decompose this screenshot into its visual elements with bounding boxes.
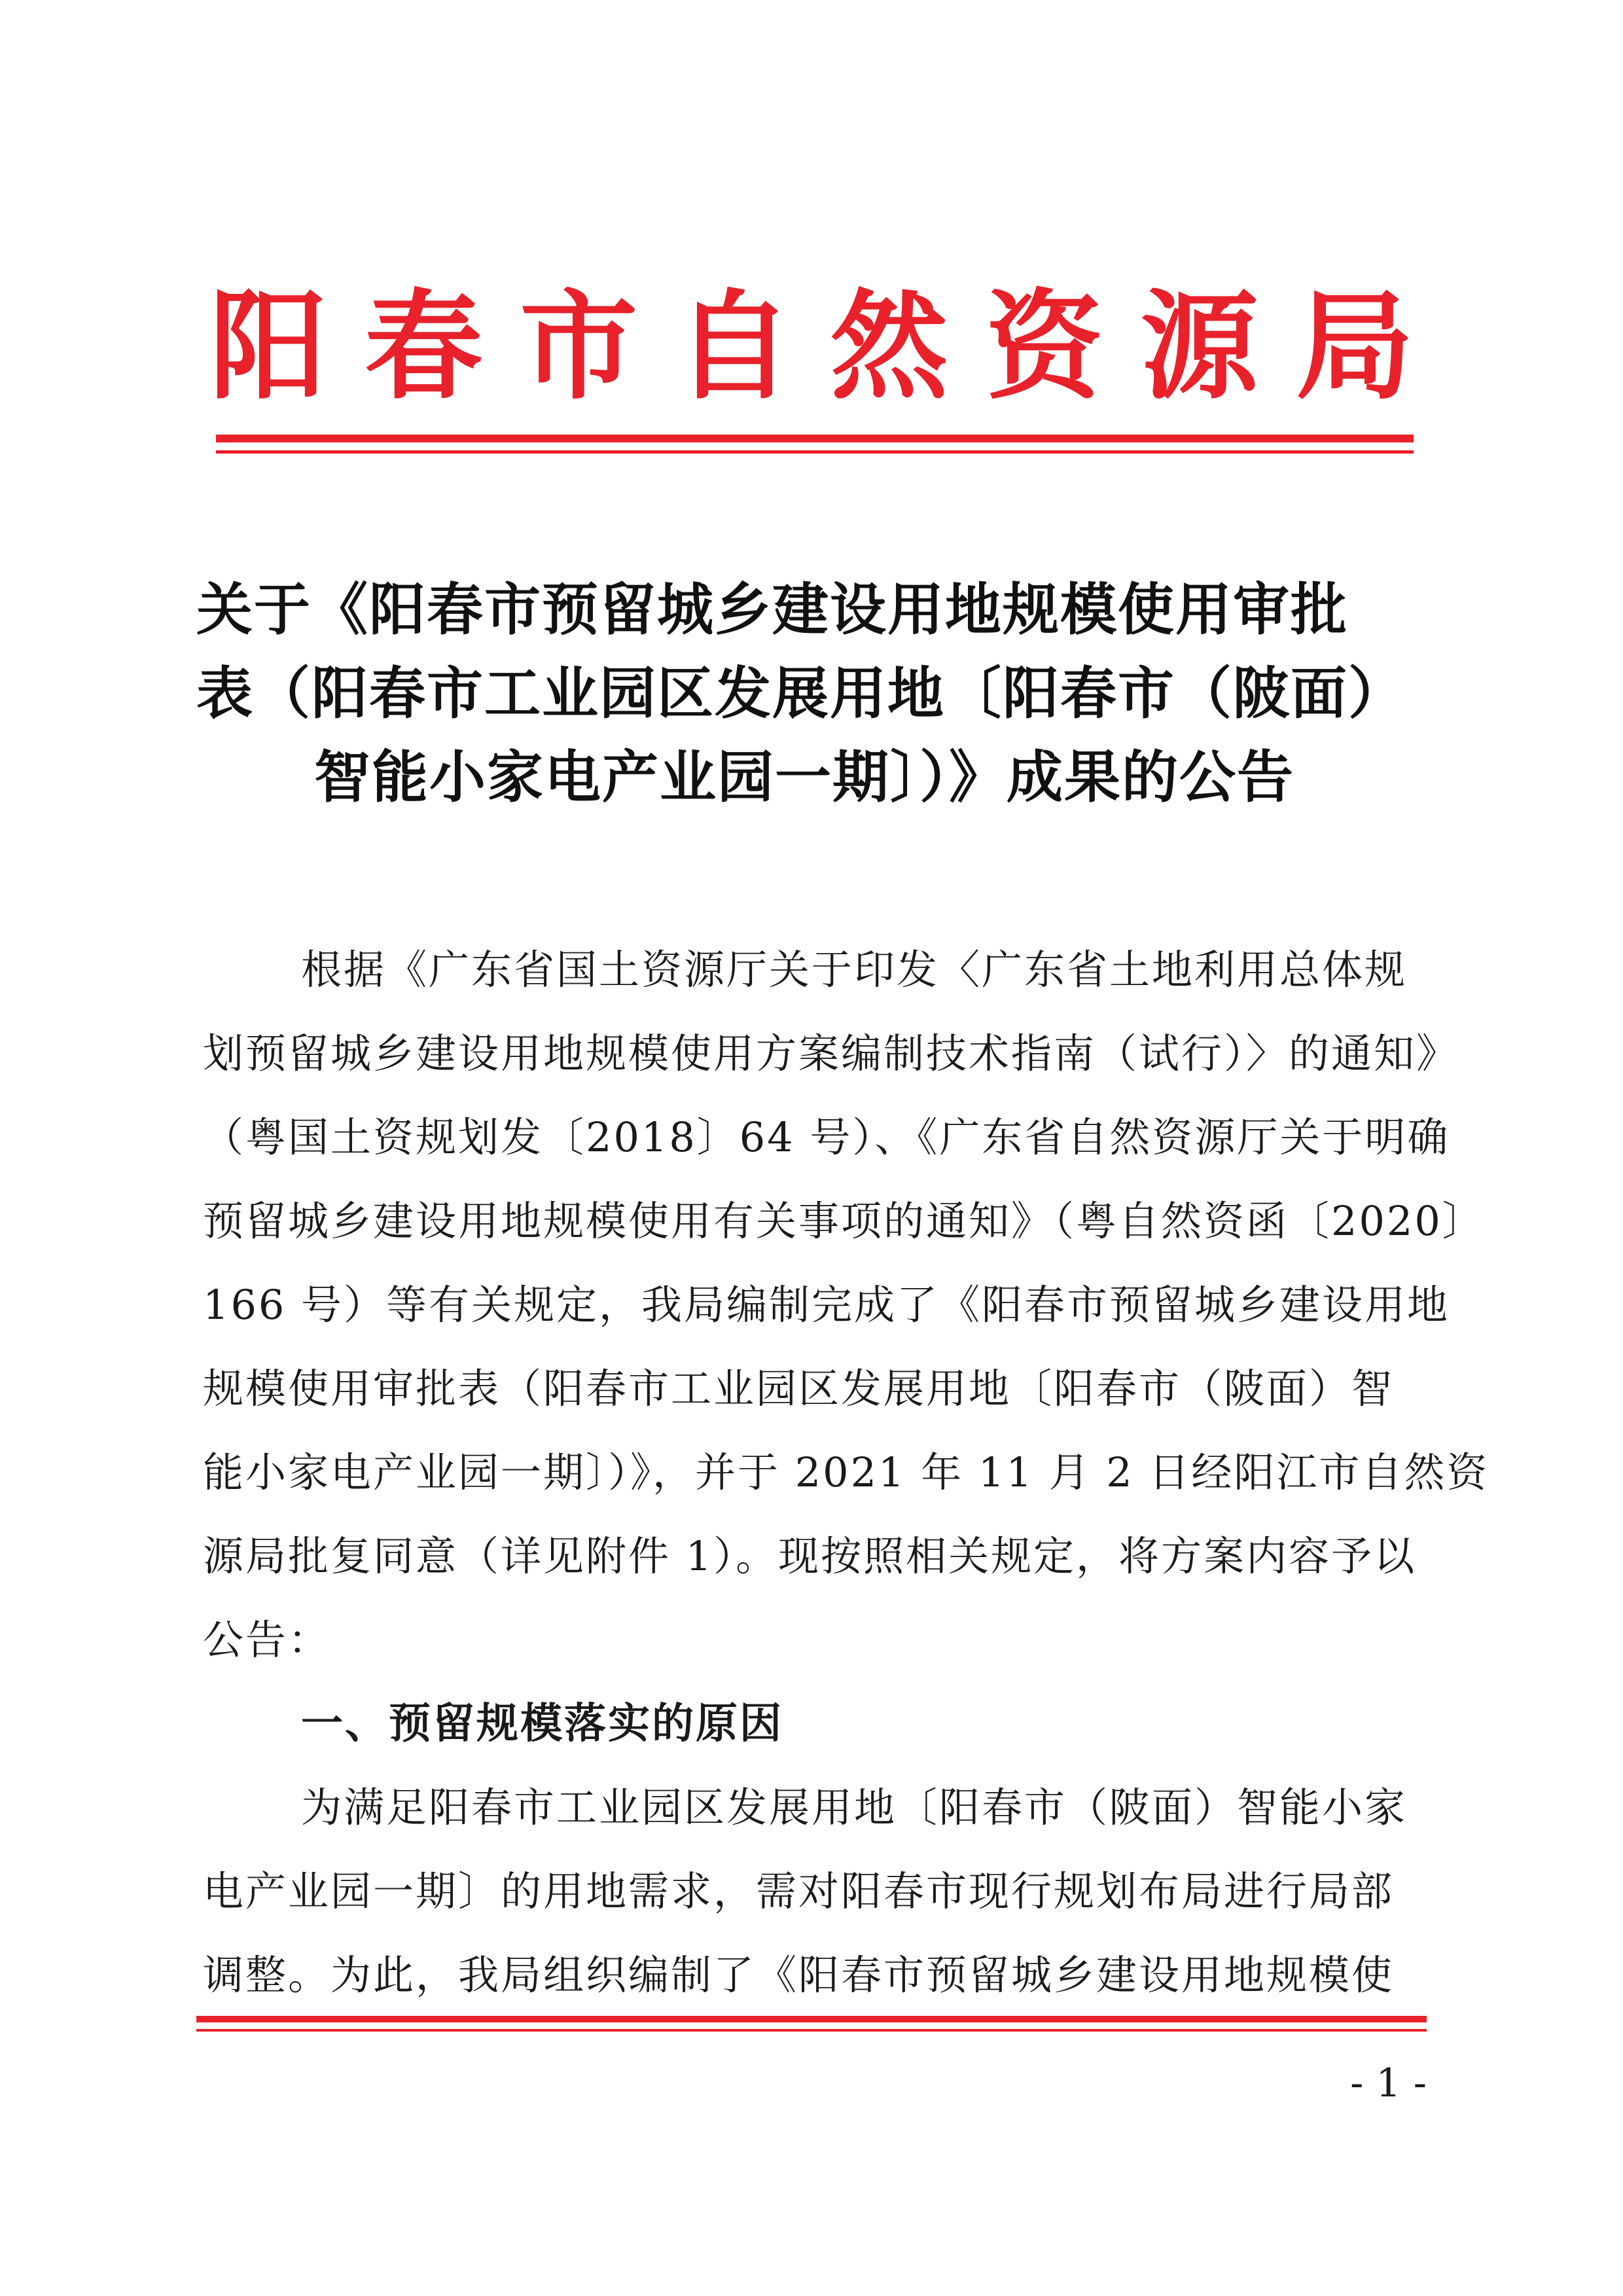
section-heading: 一、预留规模落实的原因 [301,1700,783,1748]
body-line: 电产业园一期〕的用地需求，需对阳春市现行规划布局进行局部 [203,1867,1395,1915]
letterhead-char: 源 [1140,278,1258,416]
organization-letterhead [209,275,1414,419]
letterhead-char: 市 [520,278,638,416]
document-title [196,568,1427,819]
letterhead-char: 资 [985,278,1103,416]
letterhead-char: 春 [365,278,483,416]
letterhead-divider-thin [216,450,1414,454]
letterhead-char: 阳 [209,278,328,416]
footer-divider-thick [196,2016,1427,2022]
letterhead-char: 自 [675,278,793,416]
body-line: 为满足阳春市工业园区发展用地〔阳春市（陂面）智能小家 [301,1784,1408,1831]
body-line: 根据《广东省国土资源厅关于印发〈广东省土地利用总体规 [301,946,1408,994]
letterhead-divider-thick [216,435,1414,442]
title-line: 智能小家电产业园一期〕）》成果的公告 [314,744,1294,810]
page-number: - 1 - [1350,2060,1427,2106]
title-line: 关于《阳春市预留城乡建设用地规模使用审批 [196,577,1348,643]
body-line: 规模使用审批表（阳春市工业园区发展用地〔阳春市（陂面）智 [203,1365,1395,1412]
body-line: 划预留城乡建设用地规模使用方案编制技术指南（试行）〉的通知》 [203,1030,1459,1077]
document-body [203,928,1489,2017]
body-line: 预留城乡建设用地规模使用有关事项的通知》（粤自然资函〔2020〕 [203,1197,1485,1245]
body-line: 源局批复同意（详见附件 1）。现按照相关规定，将方案内容予以 [203,1532,1417,1580]
title-line: 表（阳春市工业园区发展用地〔阳春市（陂面） [196,660,1406,726]
body-line: 166 号）等有关规定，我局编制完成了《阳春市预留城乡建设用地 [203,1281,1450,1329]
letterhead-char: 局 [1295,278,1414,416]
body-line: （粤国土资规划发〔2018〕64 号）、《广东省自然资源厅关于明确 [203,1113,1450,1161]
body-line: 调整。为此，我局组织编制了《阳春市预留城乡建设用地规模使 [203,1951,1395,1999]
body-line: 能小家电产业园一期〕）》，并于 2021 年 11 月 2 日经阳江市自然资 [203,1448,1489,1496]
body-line: 公告： [203,1616,331,1664]
letterhead-char: 然 [830,278,948,416]
footer-divider-thin [196,2029,1427,2032]
